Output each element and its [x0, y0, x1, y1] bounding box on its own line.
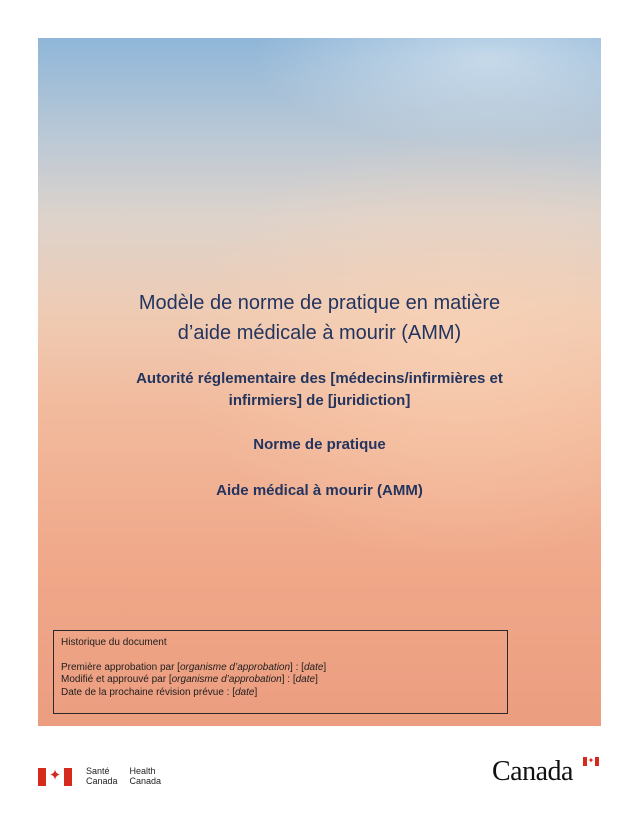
document-subtitle	[38, 368, 601, 412]
history-text: ] : [	[281, 674, 296, 685]
topic-label: Aide médical à mourir (AMM)	[216, 482, 423, 499]
history-heading: Historique du document	[61, 637, 167, 648]
history-text: Première approbation par [	[61, 661, 180, 673]
document-title	[38, 288, 601, 348]
history-placeholder: date	[235, 686, 255, 698]
history-text: ] : [	[290, 661, 304, 673]
history-placeholder: organisme d’approbation	[171, 674, 282, 685]
wordmark-flag-icon: ✦	[583, 757, 599, 766]
cover-image	[38, 38, 601, 726]
signature-text: Health	[129, 766, 156, 776]
history-modified-approved	[61, 674, 500, 687]
history-text: Modifié et approuvé par [	[61, 674, 172, 685]
history-text: ]	[254, 686, 258, 698]
history-text: ]	[315, 674, 318, 685]
document-history-box	[53, 630, 508, 714]
subtitle-line-2: infirmiers] de [juridiction]	[228, 392, 411, 409]
signature-text: Canada	[86, 776, 118, 786]
standard-label: Norme de pratique	[253, 436, 386, 453]
canada-flag-icon	[38, 768, 72, 786]
history-placeholder: date	[295, 674, 316, 685]
title-line-1: Modèle de norme de pratique en matière	[138, 292, 501, 314]
history-placeholder: date	[303, 661, 324, 673]
history-first-approval	[61, 662, 500, 675]
federal-identity-signature	[38, 766, 161, 786]
sky-cloud	[38, 38, 601, 244]
title-line-2: d’aide médicale à mourir (AMM)	[177, 322, 462, 344]
history-text: Date de la prochaine révision prévue : [	[61, 686, 235, 698]
canada-wordmark: Canada	[492, 756, 573, 787]
maple-leaf-icon: ✦	[48, 767, 62, 784]
history-placeholder: organisme d’approbation	[179, 661, 291, 673]
history-text: ]	[323, 661, 327, 673]
signature-text: Santé	[86, 766, 110, 776]
signature-french	[86, 766, 118, 786]
history-next-review	[61, 687, 500, 700]
signature-text: Canada	[129, 776, 162, 786]
signature-english	[130, 766, 162, 786]
subtitle-line-1: Autorité réglementaire des [médecins/infirmières et	[136, 370, 503, 387]
